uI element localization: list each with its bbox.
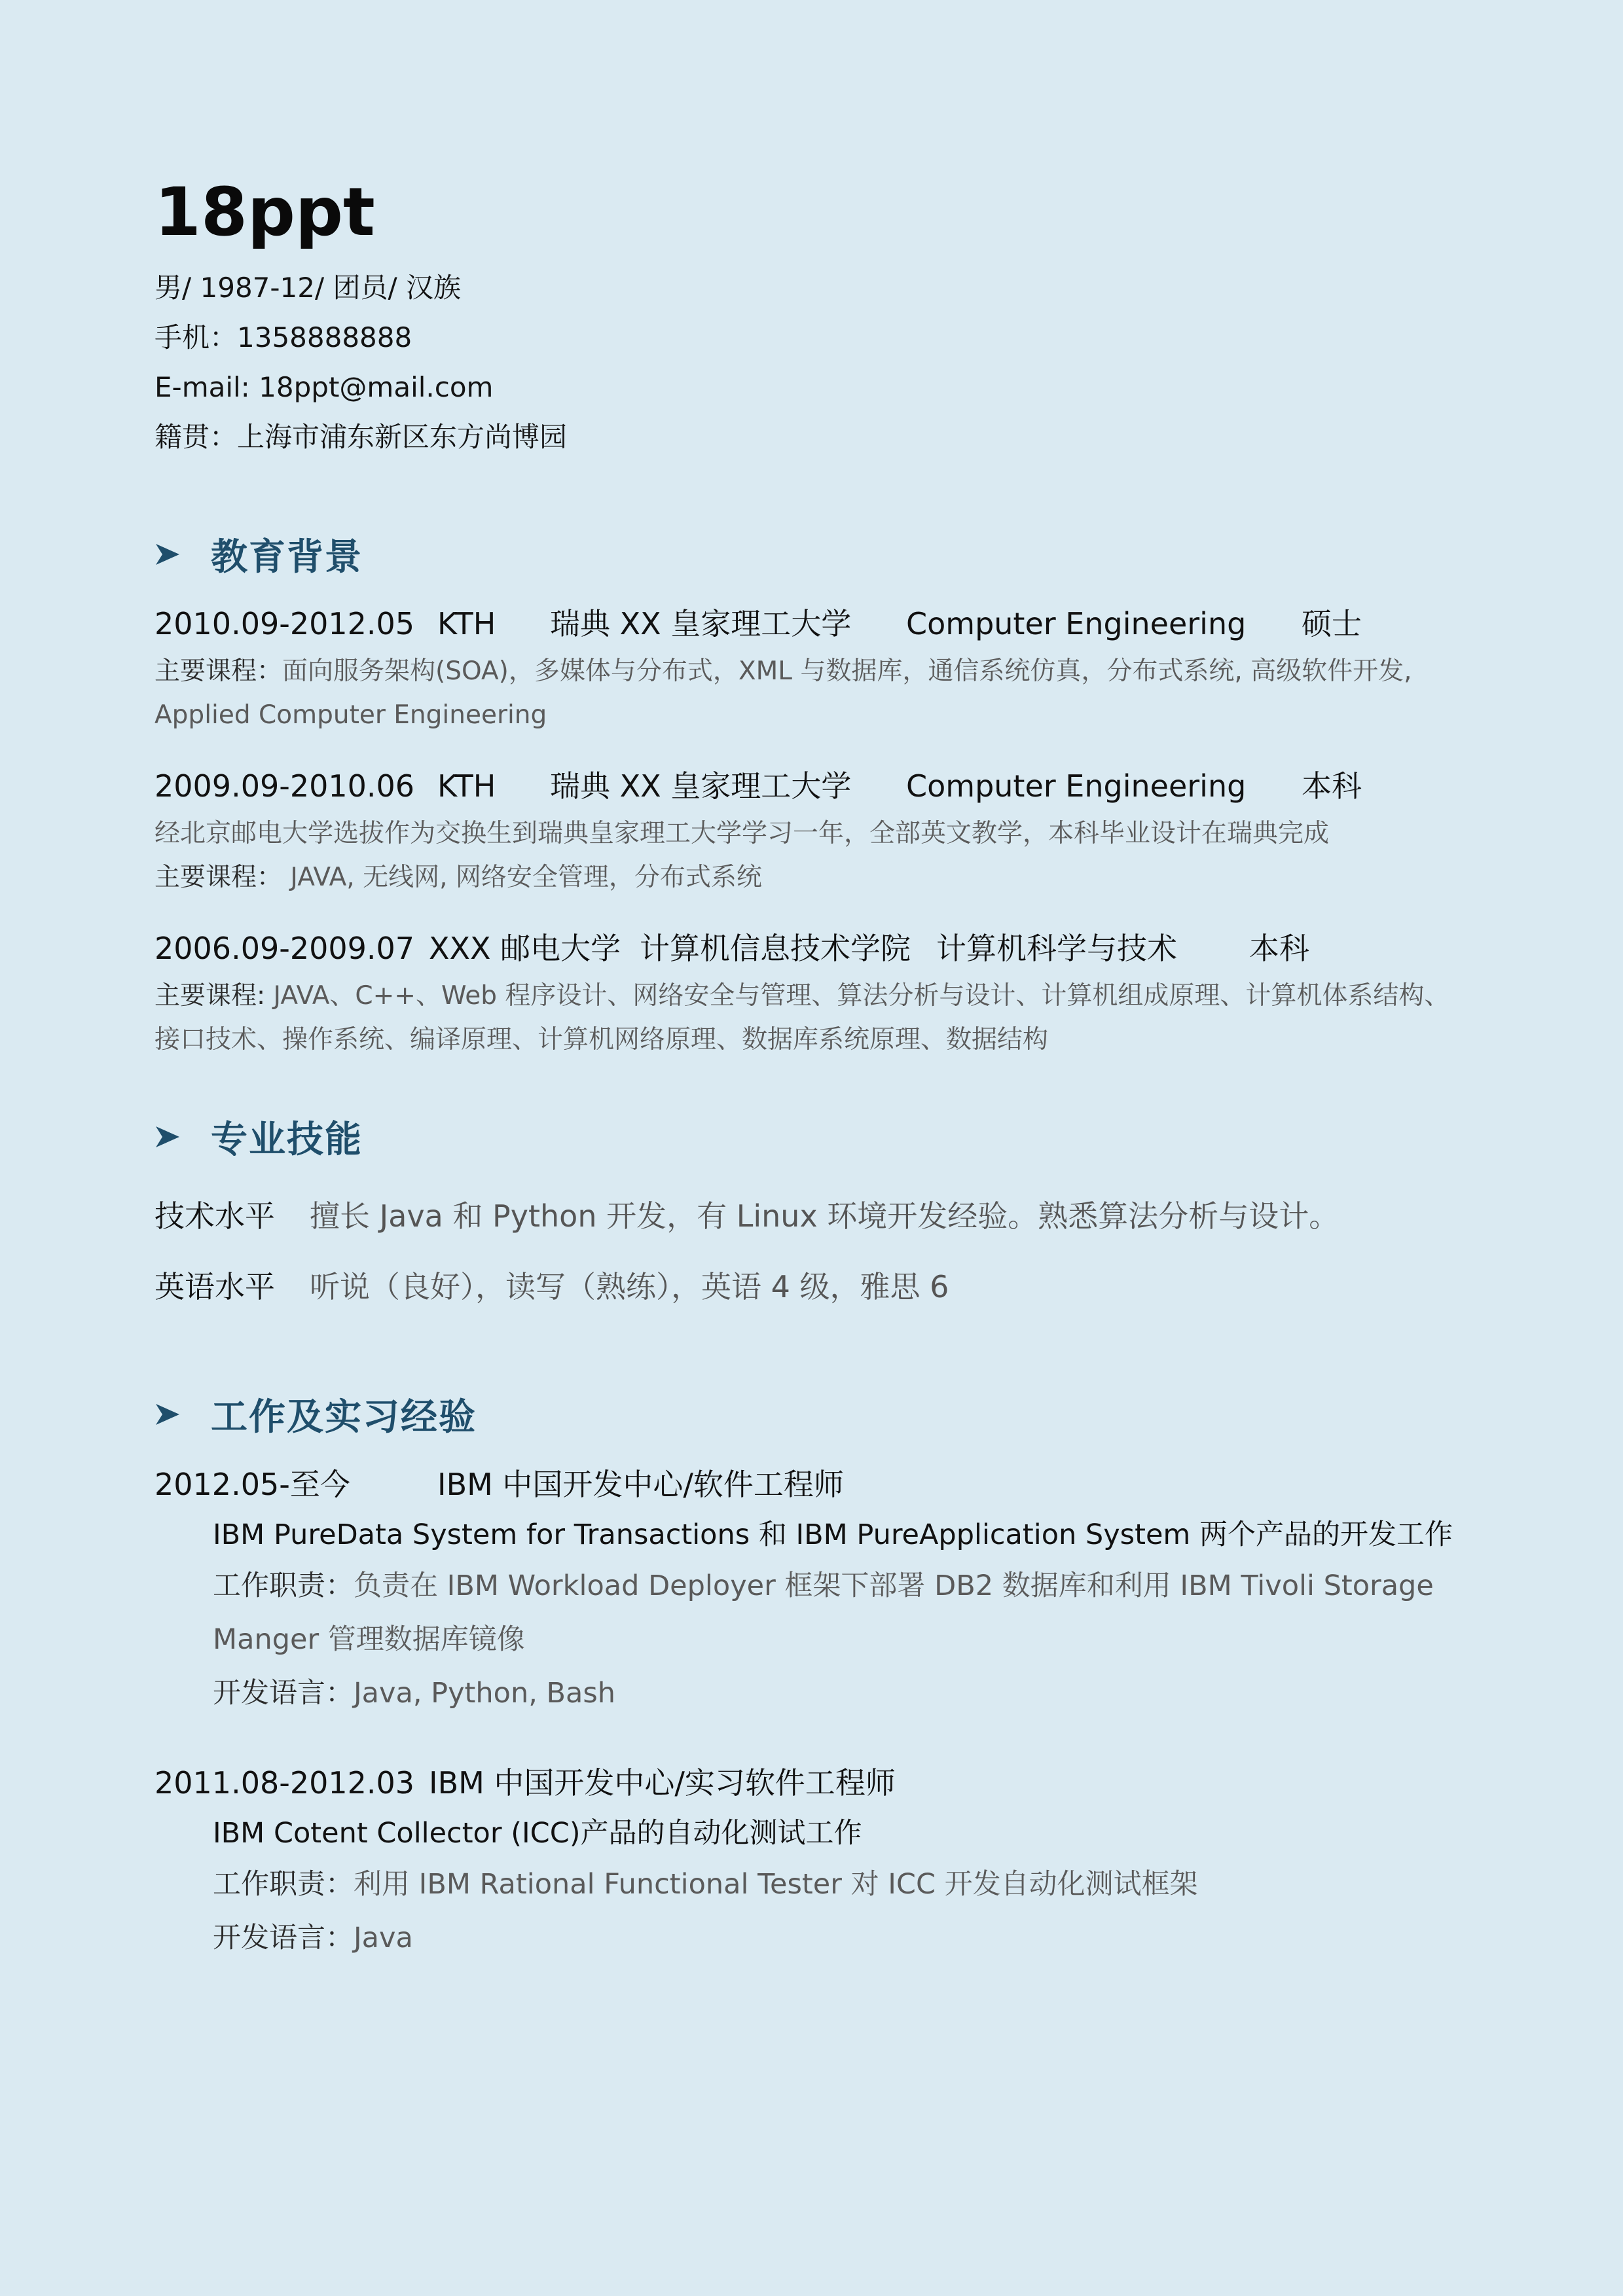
work-position: IBM 中国开发中心/实习软件工程师 [429,1765,896,1801]
edu-school-short: KTH [437,606,496,641]
edu-course-text: 面向服务架构(SOA)，多媒体与分布式，XML 与数据库，通信系统仿真，分布式系统, 高级软件开发, Applied Computer Engineering [155,656,1412,730]
edu-school: 瑞典 XX 皇家理工大学 [550,768,852,804]
work-period: 2011.08-2012.03 [155,1765,415,1801]
duty-label: 工作职责： [213,1868,354,1901]
education-section [155,525,1464,1062]
edu-course-label: 主要课程： [155,863,283,892]
edu-courses [155,855,1464,899]
skills-heading [155,1107,1464,1166]
duty-text: 利用 IBM Rational Functional Tester 对 ICC 开发自动化测试框架 [354,1868,1198,1901]
edu-period: 2006.09-2009.07 [155,931,415,966]
duty-label: 工作职责： [213,1570,354,1602]
edu-college: 计算机信息技术学院 [640,931,911,966]
phone-info: 手机：1358888888 [155,321,412,353]
work-language [213,1666,1464,1720]
edu-course-text: JAVA, 无线网, 网络安全管理，分布式系统 [282,863,762,892]
education-entry [155,761,1464,899]
section-title: 工作及实习经验 [211,1396,477,1439]
education-heading [155,525,1464,584]
resume-header [155,170,1464,462]
edu-degree: 本科 [1302,768,1362,804]
work-project: IBM PureData System for Transactions 和 IBM PureApplication System 两个产品的开发工作 [213,1518,1453,1551]
edu-major: Computer Engineering [906,768,1247,804]
basic-info: 男/ 1987-12/ 团员/ 汉族 [155,272,461,304]
work-section [155,1385,1464,1965]
edu-course-text: JAVA、C++、Web 程序设计、网络安全与管理、算法分析与设计、计算机组成原理、计算机体系结构、接口技术、操作系统、编译原理、计算机网络原理、数据库系统原理、数据结构 [155,981,1450,1054]
candidate-name: 18ppt [155,173,375,251]
language-text: Java [354,1922,413,1954]
work-project: IBM Cotent Collector (ICC)产品的自动化测试工作 [213,1817,862,1850]
edu-school-short: KTH [437,768,496,804]
work-heading [155,1385,1464,1444]
edu-school: 瑞典 XX 皇家理工大学 [550,606,852,641]
skill-label: 英语水平 [155,1269,275,1304]
duty-text: 负责在 IBM Workload Deployer 框架下部署 DB2 数据库和利用 IBM Tivoli Storage Manger 管理数据库镜像 [213,1570,1434,1656]
language-label: 开发语言： [213,1922,354,1954]
work-period: 2012.05-至今 [155,1467,350,1502]
edu-note: 经北京邮电大学选拔作为交换生到瑞典皇家理工大学学习一年，全部英文教学，本科毕业设计在瑞典完成 [155,819,1330,848]
edu-course-label: 主要课程： [155,656,283,686]
skill-label: 技术水平 [155,1198,275,1234]
section-title: 专业技能 [211,1119,363,1161]
work-position: IBM 中国开发中心/软件工程师 [437,1467,844,1502]
skill-text: 擅长 Java 和 Python 开发，有 Linux 环境开发经验。熟悉算法分析与设计。 [310,1198,1340,1234]
skill-row [155,1181,1464,1251]
edu-course-label: 主要课程: [155,981,266,1011]
edu-courses [155,974,1464,1062]
edu-degree: 本科 [1249,931,1309,966]
work-entry [155,1757,1464,1965]
email-info: E-mail: 18ppt@mail.com [155,371,494,403]
arrowhead-icon [155,1124,181,1150]
edu-courses [155,649,1464,737]
work-language [213,1911,1464,1965]
resume-page [155,170,1464,2001]
edu-period: 2010.09-2012.05 [155,606,415,641]
edu-major: 计算机科学与技术 [936,931,1177,966]
language-text: Java, Python, Bash [354,1677,616,1710]
education-entry [155,923,1464,1062]
language-label: 开发语言： [213,1677,354,1710]
arrowhead-icon [155,541,181,567]
work-entry [155,1458,1464,1720]
education-entry [155,598,1464,737]
edu-period: 2009.09-2010.06 [155,768,415,804]
edu-major: Computer Engineering [906,606,1247,641]
skill-row [155,1251,1464,1322]
edu-degree: 硕士 [1302,606,1362,641]
edu-school: XXX 邮电大学 [429,931,621,966]
hometown-info: 籍贯：上海市浦东新区东方尚博园 [155,421,568,453]
work-duty [213,1559,1464,1666]
arrowhead-icon [155,1401,181,1427]
section-title: 教育背景 [211,536,363,579]
work-duty [213,1857,1464,1911]
skill-text: 听说（良好），读写（熟练），英语 4 级，雅思 6 [310,1269,949,1304]
skills-section [155,1107,1464,1322]
